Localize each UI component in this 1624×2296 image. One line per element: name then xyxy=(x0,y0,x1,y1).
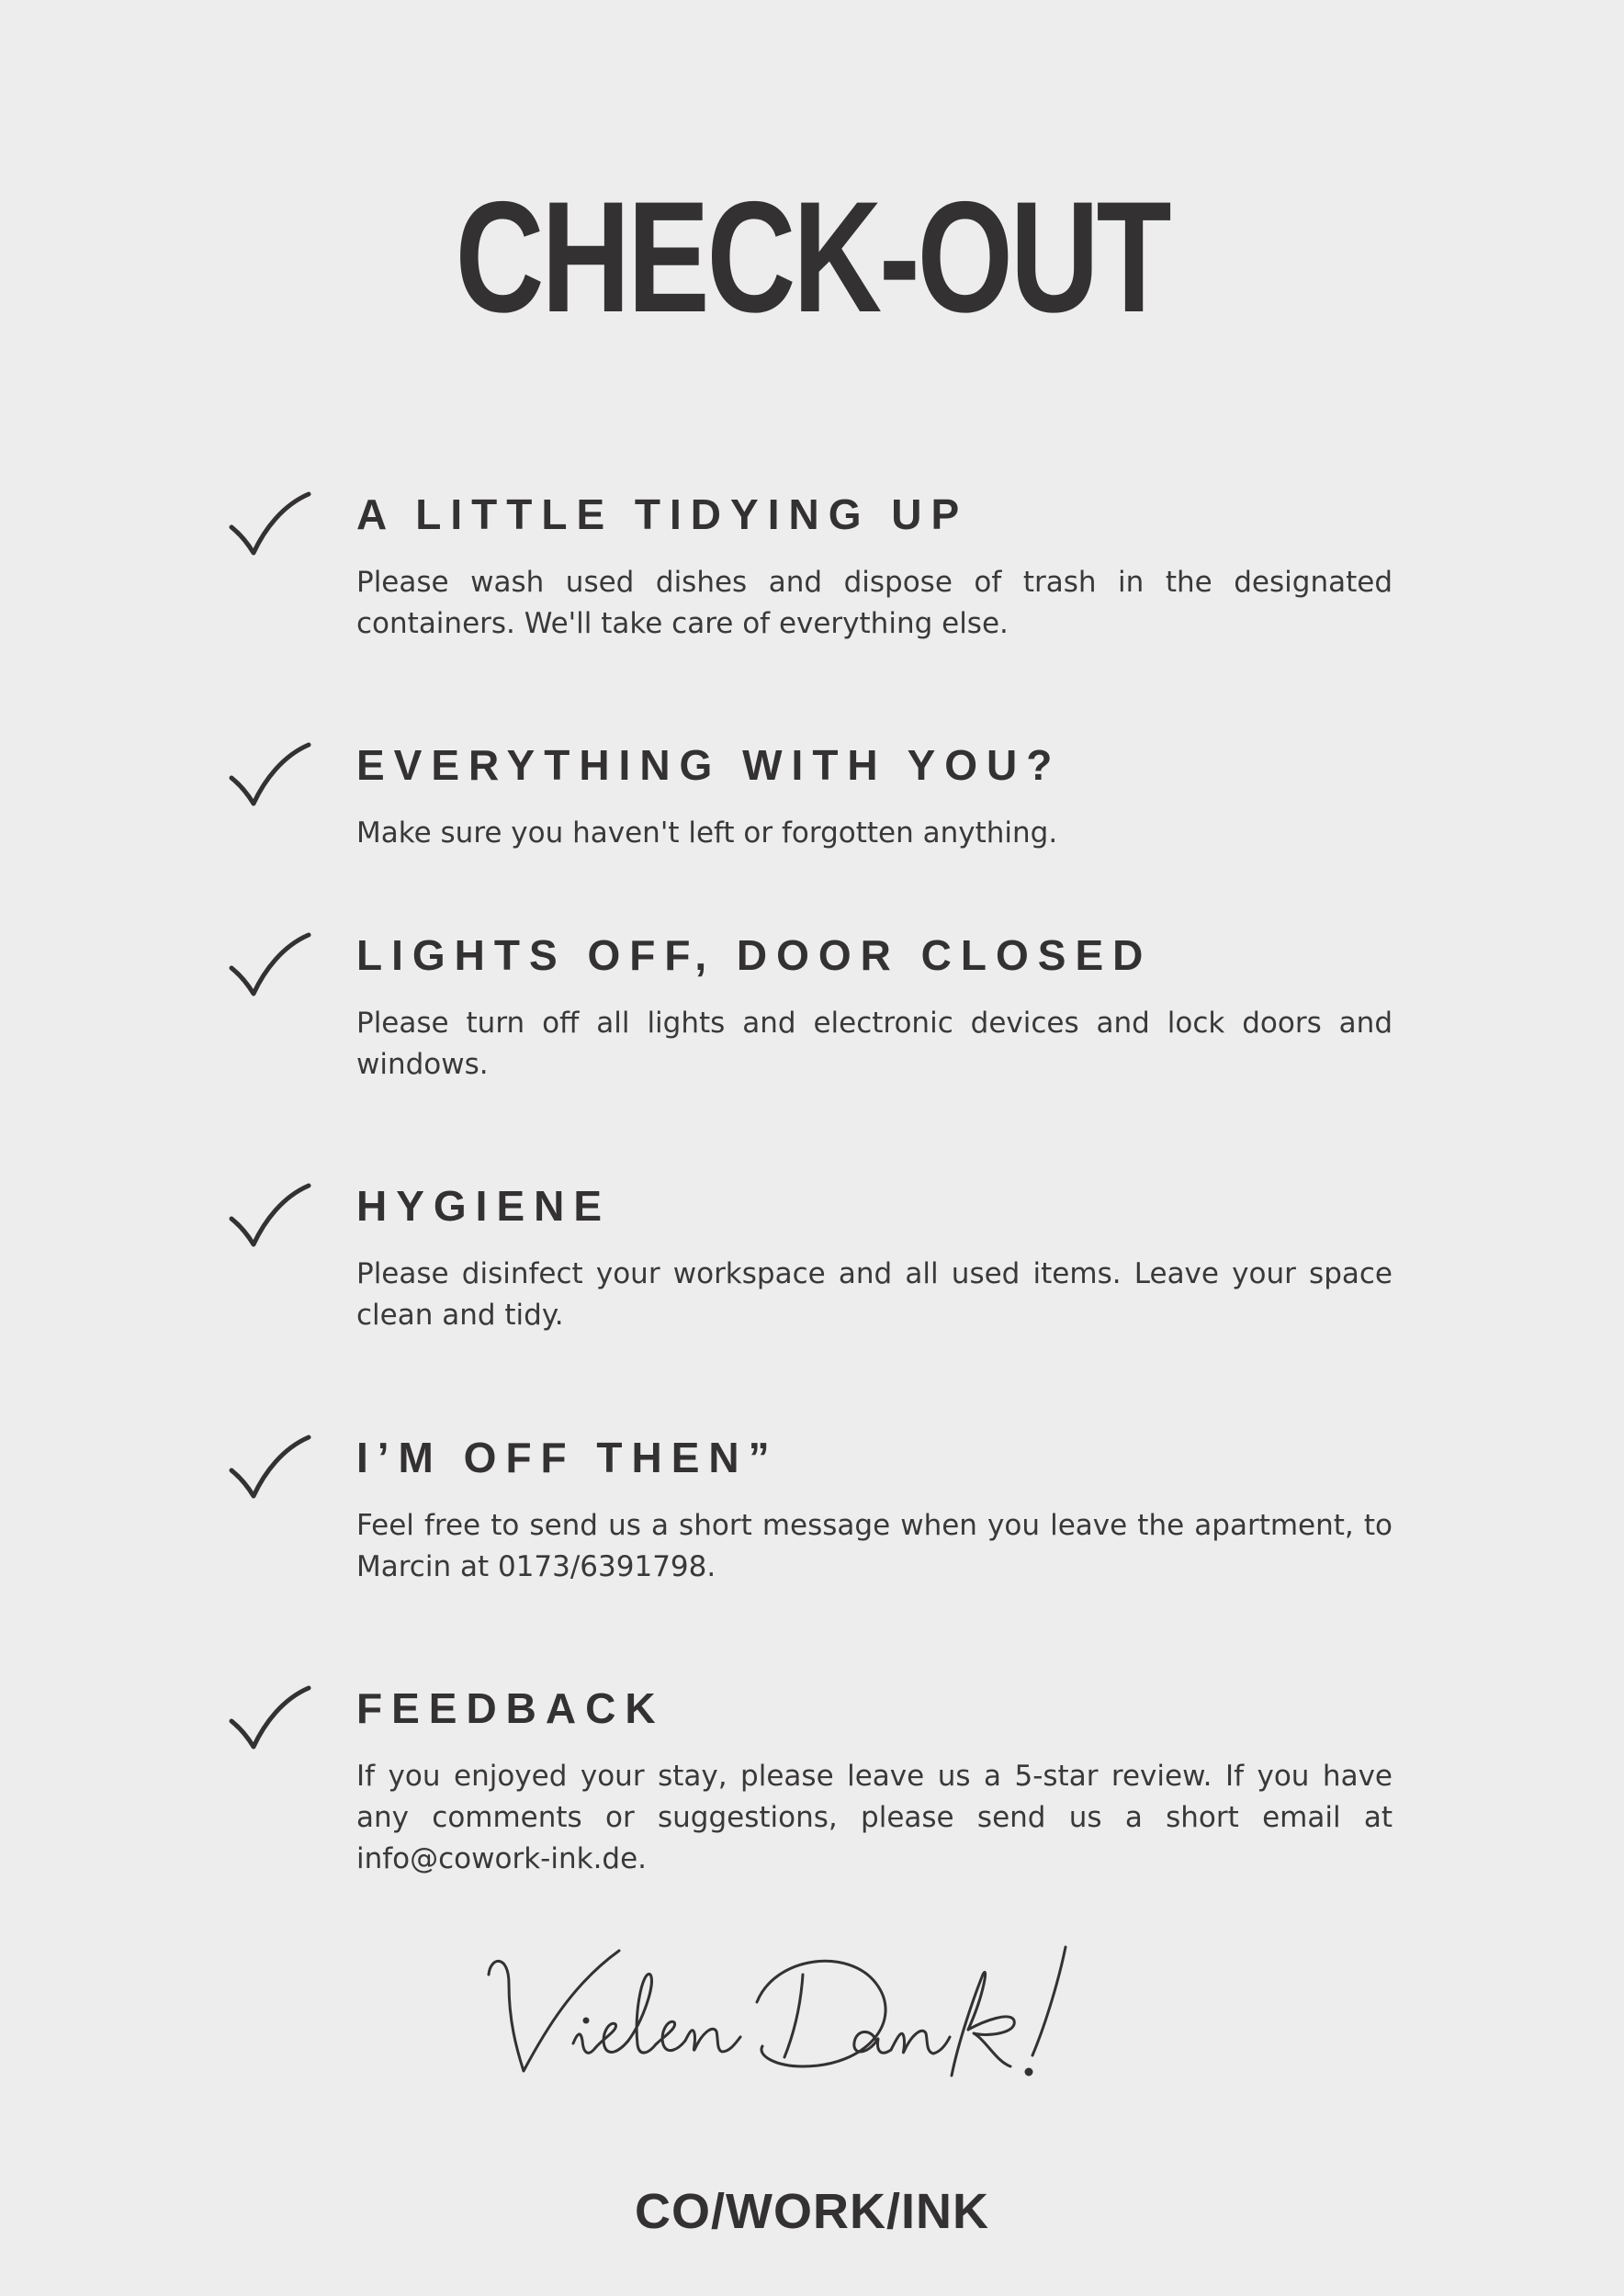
signature-drawing xyxy=(481,1938,1143,2085)
checklist-text: If you enjoyed your stay, please leave us a 5-star review. If you have any comments or suggestions, please send us a short email at info@cowork-ink.de. xyxy=(356,1760,1393,1875)
checklist-text: Please wash used dishes and dispose of trash in the designated containers. We'll take care of everything else. xyxy=(356,566,1393,640)
checkmark-icon xyxy=(228,1178,312,1248)
checklist-heading: HYGIENE xyxy=(356,1182,612,1230)
checklist-heading: FEEDBACK xyxy=(356,1684,665,1732)
checkmark-icon xyxy=(228,928,312,997)
checkmark-icon xyxy=(228,1681,312,1750)
checklist-heading: LIGHTS OFF, DOOR CLOSED xyxy=(356,931,1153,979)
checklist-text: Make sure you haven't left or forgotten anything. xyxy=(356,816,1058,850)
checkmark-icon xyxy=(228,487,312,557)
signature-thank-you xyxy=(0,1938,1624,2085)
checklist-heading: I’M OFF THEN” xyxy=(356,1434,779,1481)
page-title: CHECK-OUT xyxy=(455,169,1169,345)
checklist-heading: EVERYTHING WITH YOU? xyxy=(356,741,1062,789)
checklist-text: Feel free to send us a short message when you leave the apartment, to Marcin at 0173/6391798. xyxy=(356,1509,1393,1583)
checklist-text: Please disinfect your workspace and all used items. Leave your space clean and tidy. xyxy=(356,1257,1393,1332)
checklist-text: Please turn off all lights and electronic devices and lock doors and windows. xyxy=(356,1007,1393,1081)
brand-logo: CO/WORK/INK xyxy=(635,2184,989,2239)
checkmark-icon xyxy=(228,1430,312,1500)
checkmark-icon xyxy=(228,737,312,807)
checklist-heading: A LITTLE TIDYING UP xyxy=(356,490,969,538)
